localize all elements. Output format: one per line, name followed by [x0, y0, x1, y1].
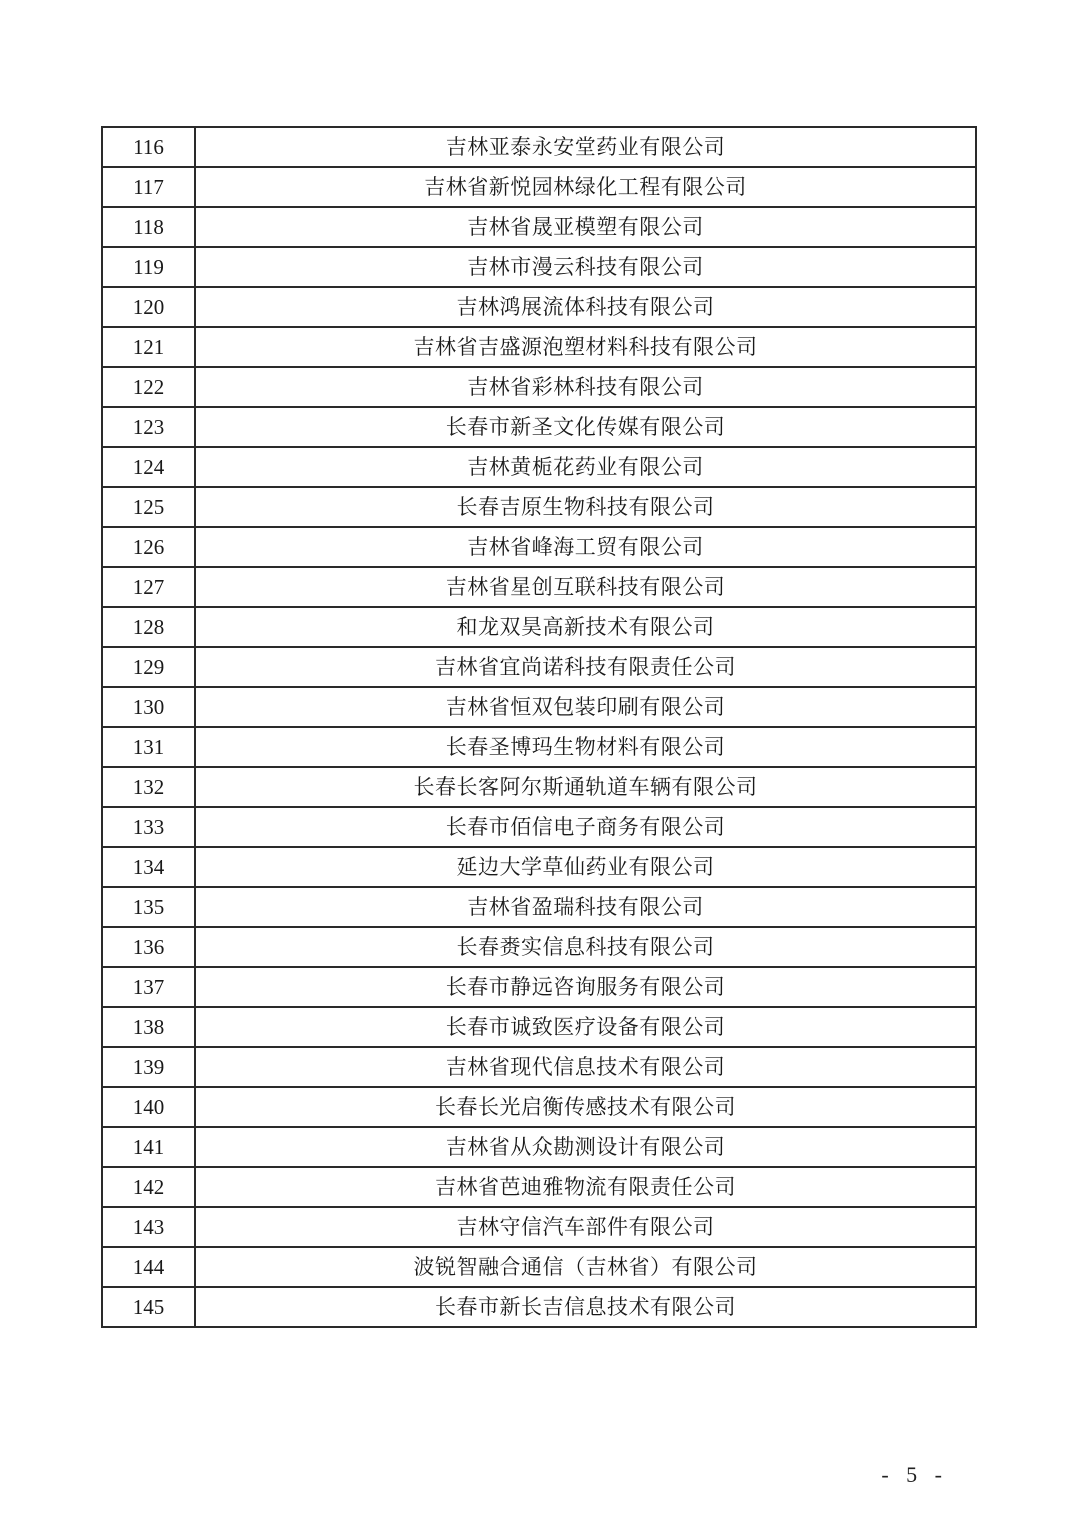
table-row	[102, 927, 976, 967]
row-number-cell: 129	[102, 647, 195, 687]
table-row	[102, 1087, 976, 1127]
table-row	[102, 1247, 976, 1287]
row-number-cell: 137	[102, 967, 195, 1007]
company-name-cell: 长春市新长吉信息技术有限公司	[195, 1287, 976, 1327]
company-name-cell: 吉林市漫云科技有限公司	[195, 247, 976, 287]
company-name-cell: 吉林省晟亚模塑有限公司	[195, 207, 976, 247]
row-number-cell: 124	[102, 447, 195, 487]
table-row	[102, 607, 976, 647]
company-name-cell: 长春长光启衡传感技术有限公司	[195, 1087, 976, 1127]
table-row	[102, 487, 976, 527]
company-name-cell: 长春市静远咨询服务有限公司	[195, 967, 976, 1007]
row-number-cell: 138	[102, 1007, 195, 1047]
table-row	[102, 1167, 976, 1207]
table-row	[102, 167, 976, 207]
company-name-cell: 波锐智融合通信（吉林省）有限公司	[195, 1247, 976, 1287]
company-list-table	[101, 126, 977, 1328]
table-row	[102, 1007, 976, 1047]
table-row	[102, 647, 976, 687]
row-number-cell: 140	[102, 1087, 195, 1127]
row-number-cell: 116	[102, 127, 195, 167]
row-number-cell: 142	[102, 1167, 195, 1207]
company-name-cell: 吉林省彩林科技有限公司	[195, 367, 976, 407]
row-number-cell: 123	[102, 407, 195, 447]
row-number-cell: 127	[102, 567, 195, 607]
company-name-cell: 吉林黄栀花药业有限公司	[195, 447, 976, 487]
row-number-cell: 125	[102, 487, 195, 527]
company-name-cell: 吉林省新悦园林绿化工程有限公司	[195, 167, 976, 207]
table-row	[102, 287, 976, 327]
table-row	[102, 687, 976, 727]
row-number-cell: 143	[102, 1207, 195, 1247]
table-row	[102, 567, 976, 607]
company-name-cell: 吉林省宜尚诺科技有限责任公司	[195, 647, 976, 687]
row-number-cell: 121	[102, 327, 195, 367]
table-row	[102, 127, 976, 167]
row-number-cell: 141	[102, 1127, 195, 1167]
table-row	[102, 1207, 976, 1247]
table-row	[102, 447, 976, 487]
table-row	[102, 527, 976, 567]
company-name-cell: 吉林省恒双包装印刷有限公司	[195, 687, 976, 727]
company-name-cell: 吉林省吉盛源泡塑材料科技有限公司	[195, 327, 976, 367]
company-name-cell: 吉林鸿展流体科技有限公司	[195, 287, 976, 327]
table-row	[102, 1127, 976, 1167]
table-row	[102, 887, 976, 927]
table-row	[102, 727, 976, 767]
table-row	[102, 767, 976, 807]
table-row	[102, 967, 976, 1007]
row-number-cell: 132	[102, 767, 195, 807]
row-number-cell: 118	[102, 207, 195, 247]
row-number-cell: 131	[102, 727, 195, 767]
row-number-cell: 126	[102, 527, 195, 567]
company-name-cell: 延边大学草仙药业有限公司	[195, 847, 976, 887]
row-number-cell: 122	[102, 367, 195, 407]
row-number-cell: 136	[102, 927, 195, 967]
company-name-cell: 长春市新圣文化传媒有限公司	[195, 407, 976, 447]
table-row	[102, 407, 976, 447]
table-row	[102, 1287, 976, 1327]
row-number-cell: 144	[102, 1247, 195, 1287]
page-number: - 5 -	[881, 1462, 948, 1487]
company-name-cell: 吉林省从众勘测设计有限公司	[195, 1127, 976, 1167]
company-name-cell: 长春赉实信息科技有限公司	[195, 927, 976, 967]
company-name-cell: 吉林亚泰永安堂药业有限公司	[195, 127, 976, 167]
table-row	[102, 367, 976, 407]
row-number-cell: 134	[102, 847, 195, 887]
company-name-cell: 长春市诚致医疗设备有限公司	[195, 1007, 976, 1047]
row-number-cell: 130	[102, 687, 195, 727]
company-name-cell: 和龙双昊高新技术有限公司	[195, 607, 976, 647]
company-list-body	[102, 127, 976, 1327]
row-number-cell: 133	[102, 807, 195, 847]
row-number-cell: 135	[102, 887, 195, 927]
table-row	[102, 807, 976, 847]
company-name-cell: 长春圣博玛生物材料有限公司	[195, 727, 976, 767]
company-name-cell: 吉林省星创互联科技有限公司	[195, 567, 976, 607]
company-name-cell: 长春吉原生物科技有限公司	[195, 487, 976, 527]
row-number-cell: 119	[102, 247, 195, 287]
company-name-cell: 长春市佰信电子商务有限公司	[195, 807, 976, 847]
company-name-cell: 吉林省芭迪雅物流有限责任公司	[195, 1167, 976, 1207]
table-row	[102, 327, 976, 367]
table-row	[102, 847, 976, 887]
row-number-cell: 145	[102, 1287, 195, 1327]
company-name-cell: 吉林守信汽车部件有限公司	[195, 1207, 976, 1247]
table-row	[102, 1047, 976, 1087]
row-number-cell: 139	[102, 1047, 195, 1087]
company-name-cell: 吉林省峰海工贸有限公司	[195, 527, 976, 567]
row-number-cell: 120	[102, 287, 195, 327]
company-name-cell: 长春长客阿尔斯通轨道车辆有限公司	[195, 767, 976, 807]
table-row	[102, 207, 976, 247]
table-row	[102, 247, 976, 287]
row-number-cell: 128	[102, 607, 195, 647]
company-name-cell: 吉林省现代信息技术有限公司	[195, 1047, 976, 1087]
row-number-cell: 117	[102, 167, 195, 207]
company-name-cell: 吉林省盈瑞科技有限公司	[195, 887, 976, 927]
